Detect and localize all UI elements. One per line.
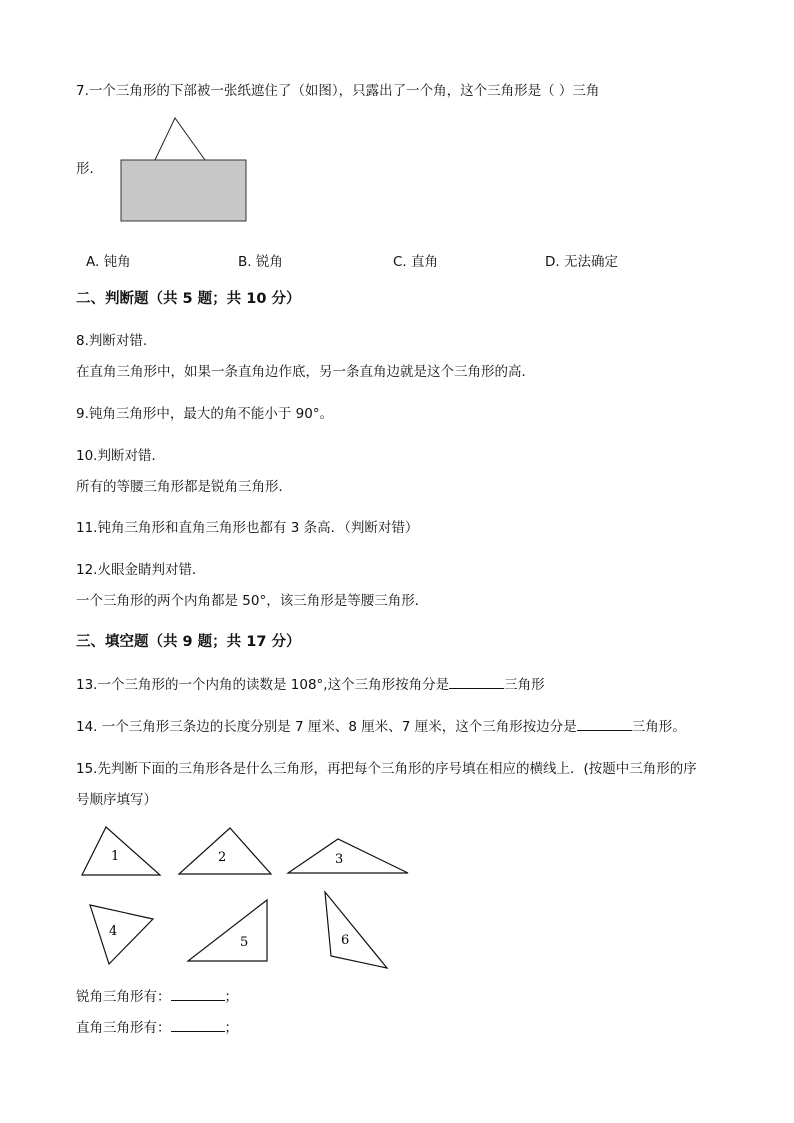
q9-statement: 9.钝角三角形中，最大的角不能小于 90°。 bbox=[76, 406, 334, 422]
q11-statement: 11.钝角三角形和直角三角形也都有 3 条高．（判断对错） bbox=[76, 520, 419, 536]
triangles-figure bbox=[75, 822, 475, 972]
q14-answer-blank[interactable] bbox=[577, 716, 632, 731]
right-answer-blank[interactable] bbox=[171, 1017, 225, 1032]
acute-label: 锐角三角形有： bbox=[76, 989, 171, 1005]
q7-option-d[interactable]: D. 无法确定 bbox=[545, 254, 618, 270]
q7-covering-paper bbox=[121, 160, 246, 221]
q10-title: 10.判断对错． bbox=[76, 448, 165, 464]
q13-line bbox=[76, 674, 545, 695]
triangle-5-label: 5 bbox=[240, 935, 249, 950]
q7-text-line2: 形． bbox=[76, 161, 103, 177]
triangle-4 bbox=[90, 905, 153, 964]
q12-title: 12.火眼金睛判对错． bbox=[76, 562, 206, 578]
q15-text-line1: 15.先判断下面的三角形各是什么三角形，再把每个三角形的序号填在相应的横线上．(按题中三角形的序 bbox=[76, 761, 697, 777]
q8-title: 8.判断对错. bbox=[76, 333, 148, 349]
acute-answer-blank[interactable] bbox=[171, 986, 225, 1001]
triangle-2 bbox=[179, 828, 271, 874]
triangle-6-label: 6 bbox=[341, 933, 350, 948]
right-answer-line bbox=[76, 1017, 238, 1038]
q13-text-after: 三角形 bbox=[504, 677, 545, 693]
q14-text-before: 14. 一个三角形三条边的长度分别是 7 厘米、8 厘米、7 厘米，这个三角形按边分是 bbox=[76, 719, 577, 735]
right-label: 直角三角形有： bbox=[76, 1020, 171, 1036]
q7-figure bbox=[118, 115, 248, 225]
q7-text-line1: 7.一个三角形的下部被一张纸遮住了（如图），只露出了一个角，这个三角形是（ ）三角 bbox=[76, 83, 600, 99]
triangle-2-label: 2 bbox=[218, 850, 227, 865]
triangle-3-label: 3 bbox=[335, 852, 344, 867]
triangle-4-label: 4 bbox=[109, 924, 118, 939]
triangle-1-label: 1 bbox=[111, 849, 120, 864]
q7-exposed-angle bbox=[155, 118, 205, 160]
triangle-5 bbox=[188, 900, 267, 961]
q7-option-b[interactable]: B. 锐角 bbox=[238, 254, 283, 270]
q14-text-after: 三角形。 bbox=[631, 719, 686, 735]
triangle-6 bbox=[325, 892, 387, 968]
q13-answer-blank[interactable] bbox=[449, 674, 504, 689]
acute-answer-line bbox=[76, 986, 238, 1007]
q7-option-a[interactable]: A. 钝角 bbox=[86, 254, 131, 270]
right-end-mark: ； bbox=[224, 1020, 238, 1036]
q10-statement: 所有的等腰三角形都是锐角三角形． bbox=[76, 479, 292, 495]
q13-text-before: 13.一个三角形的一个内角的读数是 108°,这个三角形按角分是 bbox=[76, 677, 450, 693]
section2-heading: 二、判断题（共 5 题；共 10 分） bbox=[76, 291, 301, 307]
q7-option-c[interactable]: C. 直角 bbox=[393, 254, 439, 270]
triangle-1 bbox=[82, 827, 160, 875]
acute-end-mark: ； bbox=[224, 989, 238, 1005]
triangle-3 bbox=[288, 839, 408, 873]
section3-heading: 三、填空题（共 9 题；共 17 分） bbox=[76, 634, 301, 650]
q8-statement: 在直角三角形中，如果一条直角边作底，另一条直角边就是这个三角形的高． bbox=[76, 364, 535, 380]
q14-line bbox=[76, 716, 686, 737]
q12-statement: 一个三角形的两个内角都是 50°，该三角形是等腰三角形． bbox=[76, 593, 429, 609]
q15-text-line2: 号顺序填写） bbox=[76, 792, 157, 808]
